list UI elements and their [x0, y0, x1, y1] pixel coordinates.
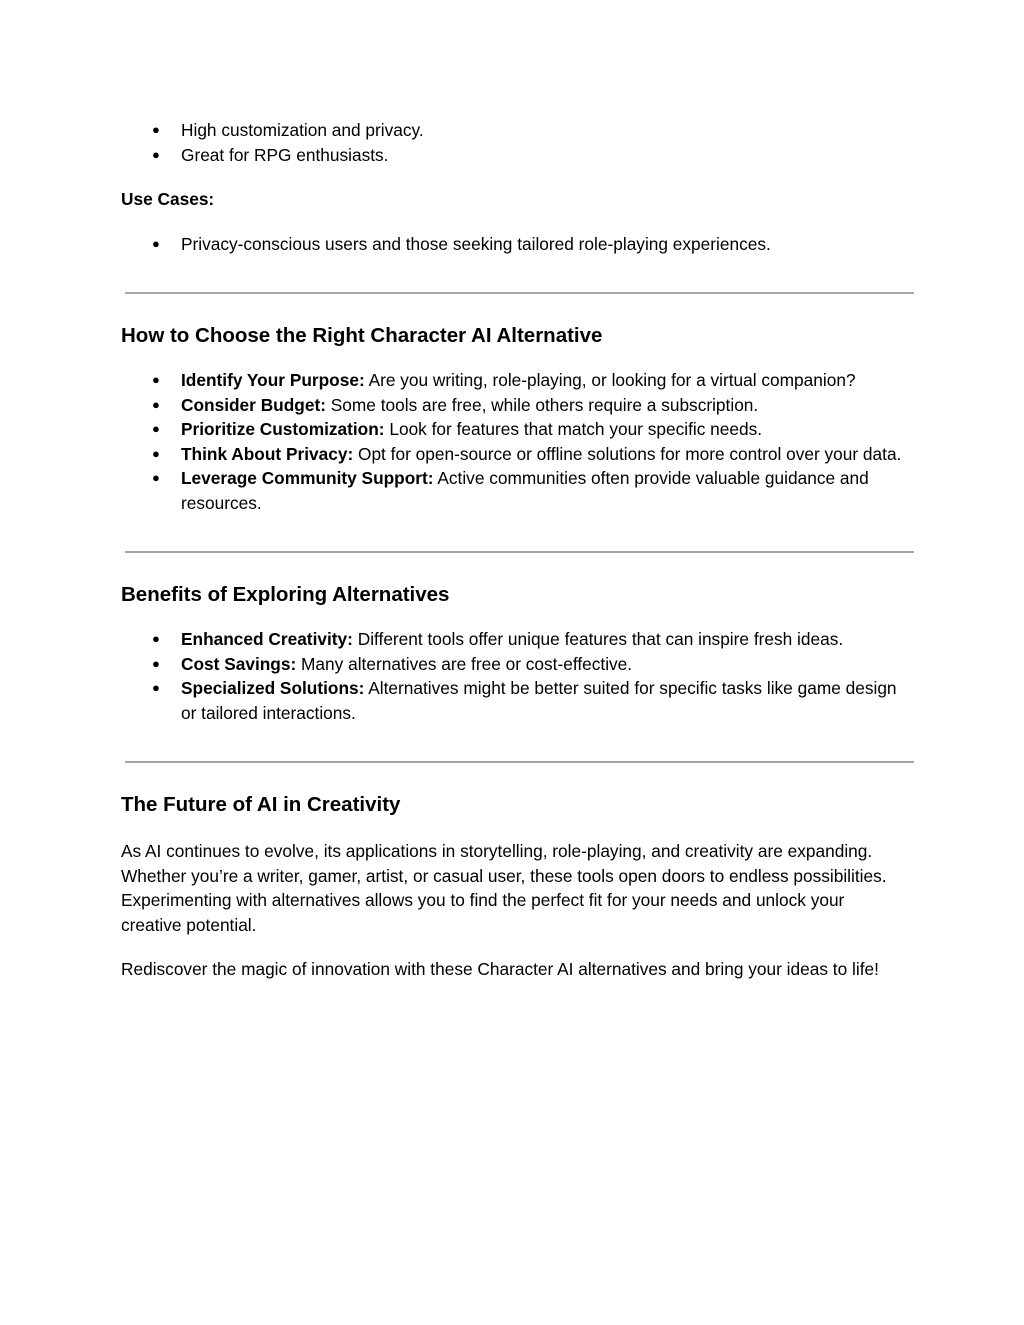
item-label: Identify Your Purpose:: [181, 370, 365, 390]
list-item: [121, 393, 906, 418]
paragraph: As AI continues to evolve, its applications in storytelling, role-playing, and creativity are expanding. Whether you’re a writer, gamer, artist, or casual user, these tools open doors to endless possibilities. Experimenting with alternatives allows you to find the perfect fit for your needs and unlock your creative potential.: [121, 841, 887, 935]
item-text: Active communities often provide valuable guidance and resources.: [181, 468, 869, 513]
list-item: [121, 466, 906, 515]
section-title-benefits: Benefits of Exploring Alternatives: [121, 583, 450, 606]
document-page: [121, 118, 906, 982]
list-item: ● Great for RPG enthusiasts.: [121, 143, 906, 168]
item-label: Cost Savings:: [181, 653, 297, 674]
list-item: [121, 442, 906, 467]
item-text: Some tools are free, while others require a subscription.: [325, 394, 759, 415]
list-item: [121, 627, 906, 652]
list-item: ● Privacy-conscious users and those seeking tailored role-playing experiences.: [121, 232, 906, 257]
use-cases-list: [121, 232, 906, 257]
item-text: Are you writing, role-playing, or looking for a virtual companion?: [364, 370, 856, 390]
paragraph: Rediscover the magic of innovation with these Character AI alternatives and bring your ideas to life!: [121, 959, 879, 979]
use-cases-label: Use Cases:: [121, 189, 215, 209]
section-divider: [125, 292, 914, 294]
benefits-list: [121, 627, 906, 725]
list-item: ● High customization and privacy.: [121, 118, 906, 143]
item-label: Prioritize Customization:: [181, 419, 385, 439]
item-text: Opt for open-source or offline solutions for more control over your data.: [353, 443, 902, 464]
item-label: Leverage Community Support:: [181, 468, 434, 488]
item-text: Alternatives might be better suited for specific tasks like game design or tailored interactions.: [181, 678, 897, 723]
choose-list: [121, 368, 906, 515]
section-divider: [125, 761, 914, 763]
list-item: [121, 368, 906, 393]
item-label: Specialized Solutions:: [181, 678, 365, 698]
item-text: Many alternatives are free or cost-effective.: [296, 653, 633, 674]
item-label: Think About Privacy:: [181, 443, 354, 464]
list-item: [121, 652, 906, 677]
list-item: [121, 676, 906, 725]
section-divider: [125, 551, 914, 553]
item-text: Different tools offer unique features that can inspire fresh ideas.: [352, 629, 844, 649]
item-label: Consider Budget:: [181, 394, 326, 415]
section-title-choose: How to Choose the Right Character AI Alternative: [121, 324, 603, 347]
list-item: [121, 417, 906, 442]
item-text: Look for features that match your specific needs.: [384, 419, 763, 439]
intro-list: [121, 118, 906, 167]
section-title-future: The Future of AI in Creativity: [121, 793, 401, 816]
item-label: Enhanced Creativity:: [181, 629, 353, 649]
